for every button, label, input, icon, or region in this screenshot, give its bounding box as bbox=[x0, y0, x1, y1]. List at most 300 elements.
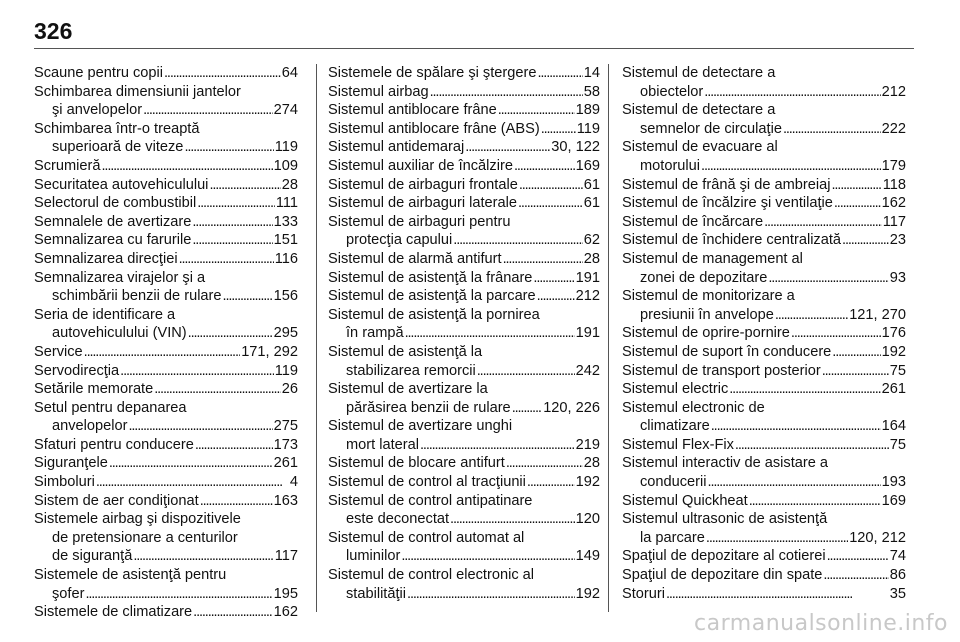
index-entry-continuation bbox=[622, 269, 906, 288]
index-term: Sistemul interactiv de asistare a bbox=[622, 455, 829, 472]
dot-leader bbox=[84, 343, 241, 362]
page-reference[interactable]: 176 bbox=[881, 325, 906, 342]
index-entry-line bbox=[34, 157, 298, 176]
index-entry-continuation bbox=[34, 287, 298, 306]
index-term: de siguranţă bbox=[52, 548, 133, 565]
index-term: Sistemul de control al tracţiunii bbox=[328, 474, 526, 491]
page-reference[interactable]: 212 bbox=[575, 288, 600, 305]
index-term: Simboluri bbox=[34, 474, 95, 491]
page-reference[interactable]: 275 bbox=[273, 418, 298, 435]
index-entry-line bbox=[328, 492, 600, 511]
index-entry bbox=[328, 454, 600, 473]
dot-leader bbox=[477, 362, 575, 381]
index-entry-line bbox=[34, 399, 298, 418]
index-entry bbox=[328, 213, 600, 250]
index-term: Sistemul de detectare a bbox=[622, 102, 776, 119]
page-reference[interactable]: 61 bbox=[583, 195, 600, 212]
index-entry-continuation bbox=[34, 101, 298, 120]
index-entry-line bbox=[34, 510, 298, 529]
dot-leader bbox=[704, 83, 880, 102]
index-entry bbox=[328, 101, 600, 120]
index-entry-continuation bbox=[328, 231, 600, 250]
index-entry bbox=[34, 64, 298, 83]
index-term: autovehiculului (VIN) bbox=[52, 325, 187, 342]
index-entry bbox=[34, 343, 298, 362]
page-reference[interactable]: 219 bbox=[575, 436, 600, 453]
index-entry bbox=[622, 362, 906, 381]
page-reference[interactable]: 120 bbox=[575, 511, 600, 528]
index-entry-continuation bbox=[34, 138, 298, 157]
index-entry bbox=[34, 436, 298, 455]
index-term: Sistemul de suport în conducere bbox=[622, 343, 832, 360]
index-entry-line bbox=[328, 213, 600, 232]
index-term: obiectelor bbox=[640, 83, 704, 100]
dot-leader bbox=[711, 417, 881, 436]
index-term: motorului bbox=[640, 157, 701, 174]
index-entry-line bbox=[328, 83, 600, 102]
index-term: Sistemul de avertizare la bbox=[328, 381, 488, 398]
index-term: Spaţiul de depozitare din spate bbox=[622, 567, 823, 584]
index-entry bbox=[34, 566, 298, 603]
dot-leader bbox=[775, 306, 848, 325]
index-term: schimbării benzii de rulare bbox=[52, 288, 222, 305]
dot-leader bbox=[832, 343, 880, 362]
index-entry bbox=[34, 362, 298, 381]
dot-leader bbox=[120, 362, 274, 381]
index-entry-continuation bbox=[328, 547, 600, 566]
index-term: presiunii în anvelope bbox=[640, 306, 774, 323]
index-entry bbox=[34, 176, 298, 195]
index-term: Sistemul de închidere centralizată bbox=[622, 232, 842, 249]
index-entry-line bbox=[622, 399, 906, 418]
watermark: carmanualsonline.info bbox=[694, 611, 948, 636]
dot-leader bbox=[192, 231, 272, 250]
index-entry-continuation bbox=[328, 399, 600, 418]
index-term: Sistemul airbag bbox=[328, 83, 429, 100]
page-reference[interactable]: 274 bbox=[273, 102, 298, 119]
page-reference[interactable]: 133 bbox=[273, 213, 298, 230]
index-entry-line bbox=[328, 287, 600, 306]
index-entry-line bbox=[34, 362, 298, 381]
dot-leader bbox=[537, 64, 582, 83]
dot-leader bbox=[768, 269, 888, 288]
page-reference[interactable]: 261 bbox=[273, 455, 298, 472]
page-reference[interactable]: 109 bbox=[273, 157, 298, 174]
index-entry-line bbox=[622, 510, 906, 529]
page-reference[interactable]: 14 bbox=[583, 65, 600, 81]
page-reference[interactable]: 295 bbox=[273, 325, 298, 342]
index-entry-continuation bbox=[34, 585, 298, 604]
index-entry-line bbox=[34, 343, 298, 362]
index-entry-line bbox=[622, 213, 906, 232]
index-term: anvelopelor bbox=[52, 418, 128, 435]
page-reference[interactable]: 23 bbox=[889, 232, 906, 249]
page-reference[interactable]: 151 bbox=[273, 232, 298, 249]
index-entry-continuation bbox=[34, 417, 298, 436]
column-divider bbox=[316, 64, 317, 612]
page-reference[interactable]: 120, 212 bbox=[849, 529, 906, 546]
index-entry-line bbox=[34, 194, 298, 213]
index-term: Sistemul de control electronic al bbox=[328, 567, 535, 584]
index-entry-line bbox=[328, 176, 600, 195]
index-term: Scrumieră bbox=[34, 157, 101, 174]
dot-leader bbox=[420, 436, 575, 455]
page-reference[interactable]: 189 bbox=[575, 102, 600, 119]
index-term: stabilizarea remorcii bbox=[346, 362, 476, 379]
dot-leader bbox=[209, 176, 280, 195]
index-entry-line bbox=[622, 547, 906, 566]
page-reference[interactable]: 26 bbox=[281, 381, 298, 398]
index-entry-continuation bbox=[622, 306, 906, 325]
index-term: Sistemul antiblocare frâne bbox=[328, 102, 497, 119]
index-term: Sistemul de transport posterior bbox=[622, 362, 821, 379]
index-entry bbox=[622, 101, 906, 138]
page-reference[interactable]: 28 bbox=[583, 250, 600, 267]
page-reference[interactable]: 86 bbox=[889, 567, 906, 584]
index-term: protecţia capului bbox=[346, 232, 453, 249]
index-entry-line bbox=[328, 64, 600, 83]
dot-leader bbox=[506, 454, 583, 473]
index-term: Sistemul de alarmă antifurt bbox=[328, 250, 502, 267]
index-entry-line bbox=[622, 436, 906, 455]
page-reference[interactable]: 119 bbox=[274, 139, 298, 156]
page-reference[interactable]: 119 bbox=[274, 362, 298, 379]
index-entry-line bbox=[34, 306, 298, 325]
index-term: în rampă bbox=[346, 325, 404, 342]
index-entry-line bbox=[34, 120, 298, 139]
index-term: Semnalizarea virajelor şi a bbox=[34, 269, 206, 286]
index-entry bbox=[622, 194, 906, 213]
dot-leader bbox=[109, 454, 273, 473]
index-entry-line bbox=[622, 231, 906, 250]
dot-leader bbox=[729, 380, 880, 399]
dot-leader bbox=[223, 287, 273, 306]
index-entry-line bbox=[622, 362, 906, 381]
index-entry bbox=[622, 380, 906, 399]
index-entry-line bbox=[328, 306, 600, 325]
index-entry-continuation bbox=[622, 473, 906, 492]
index-entry bbox=[622, 547, 906, 566]
index-entry-line bbox=[328, 101, 600, 120]
index-entry bbox=[328, 157, 600, 176]
index-entry bbox=[328, 473, 600, 492]
dot-leader bbox=[96, 473, 289, 492]
index-entry bbox=[34, 510, 298, 566]
page-reference[interactable]: 75 bbox=[889, 436, 906, 453]
page-reference[interactable]: 261 bbox=[881, 381, 906, 398]
index-entry bbox=[328, 492, 600, 529]
index-term: Siguranţele bbox=[34, 455, 108, 472]
index-entry bbox=[622, 343, 906, 362]
index-term: Sistemul electronic de bbox=[622, 399, 765, 416]
page-reference[interactable]: 35 bbox=[889, 585, 906, 602]
dot-leader bbox=[519, 176, 583, 195]
index-entry-continuation bbox=[328, 585, 600, 604]
dot-leader bbox=[827, 547, 889, 566]
index-term: Spaţiul de depozitare al cotierei bbox=[622, 548, 826, 565]
index-entry-line bbox=[622, 492, 906, 511]
page-reference[interactable]: 191 bbox=[575, 269, 600, 286]
index-entry-line bbox=[328, 138, 600, 157]
page-reference[interactable]: 58 bbox=[583, 83, 600, 100]
page-reference[interactable]: 192 bbox=[575, 474, 600, 491]
index-entry-line bbox=[622, 287, 906, 306]
dot-leader bbox=[842, 231, 889, 250]
dot-leader bbox=[143, 101, 273, 120]
index-entry-line bbox=[34, 380, 298, 399]
index-term: luminilor bbox=[346, 548, 401, 565]
index-entry-line bbox=[328, 343, 600, 362]
index-entry-line bbox=[328, 194, 600, 213]
index-entry-continuation bbox=[622, 529, 906, 548]
index-entry bbox=[622, 510, 906, 547]
index-entry-line bbox=[34, 566, 298, 585]
page-reference[interactable]: 74 bbox=[889, 548, 906, 565]
index-entry bbox=[328, 287, 600, 306]
index-entry-continuation bbox=[328, 362, 600, 381]
dot-leader bbox=[834, 194, 881, 213]
dot-leader bbox=[749, 492, 881, 511]
page-reference[interactable]: 64 bbox=[281, 65, 298, 81]
index-term: Sistemul de oprire-pornire bbox=[622, 325, 790, 342]
dot-leader bbox=[453, 231, 582, 250]
index-term: Sistemul de blocare antifurt bbox=[328, 455, 505, 472]
index-entry-line bbox=[34, 83, 298, 102]
index-entry-line bbox=[328, 157, 600, 176]
index-entry bbox=[328, 138, 600, 157]
index-entry bbox=[34, 120, 298, 157]
index-term: Sistemul de încălzire şi ventilaţie bbox=[622, 195, 833, 212]
page-reference[interactable]: 192 bbox=[881, 343, 906, 360]
page-reference[interactable]: 212 bbox=[881, 83, 906, 100]
dot-leader bbox=[533, 269, 574, 288]
index-term: Sistemul de detectare a bbox=[622, 65, 776, 81]
page-reference[interactable]: 4 bbox=[289, 474, 298, 491]
index-entry bbox=[34, 194, 298, 213]
index-term: Sistemul de monitorizare a bbox=[622, 288, 795, 305]
dot-leader bbox=[537, 287, 575, 306]
page-reference[interactable]: 179 bbox=[881, 157, 906, 174]
index-entry bbox=[34, 213, 298, 232]
page-reference[interactable]: 192 bbox=[575, 585, 600, 602]
index-term: Sistemul de airbaguri frontale bbox=[328, 176, 518, 193]
dot-leader bbox=[200, 492, 273, 511]
index-term: Sistemul electric bbox=[622, 381, 729, 398]
index-entry bbox=[622, 566, 906, 585]
dot-leader bbox=[791, 324, 881, 343]
dot-leader bbox=[401, 547, 574, 566]
index-term: de pretensionare a centurilor bbox=[52, 529, 238, 546]
page-reference[interactable]: 30, 122 bbox=[551, 139, 600, 156]
index-term: climatizare bbox=[640, 418, 710, 435]
index-term: semnelor de circulaţie bbox=[640, 120, 782, 137]
page-reference[interactable]: 162 bbox=[273, 604, 298, 621]
page-reference[interactable]: 173 bbox=[273, 436, 298, 453]
index-entry bbox=[622, 287, 906, 324]
dot-leader bbox=[541, 120, 576, 139]
index-term: şofer bbox=[52, 585, 85, 602]
page-reference[interactable]: 191 bbox=[575, 325, 600, 342]
dot-leader bbox=[195, 436, 273, 455]
page-reference[interactable]: 171, 292 bbox=[241, 343, 298, 360]
column-divider bbox=[608, 64, 609, 612]
page-reference[interactable]: 62 bbox=[583, 232, 600, 249]
index-term: Service bbox=[34, 343, 83, 360]
index-term: Selectorul de combustibil bbox=[34, 195, 197, 212]
index-term: Sistemul de airbaguri pentru bbox=[328, 213, 511, 230]
index-entry-line bbox=[328, 529, 600, 548]
dot-leader bbox=[450, 510, 575, 529]
page-reference[interactable]: 28 bbox=[583, 455, 600, 472]
page-reference[interactable]: 193 bbox=[881, 474, 906, 491]
index-entry-line bbox=[328, 269, 600, 288]
index-entry-continuation bbox=[328, 324, 600, 343]
index-entry bbox=[328, 250, 600, 269]
index-entry bbox=[34, 231, 298, 250]
index-entry-continuation bbox=[34, 324, 298, 343]
dot-leader bbox=[503, 250, 583, 269]
dot-leader bbox=[193, 603, 272, 622]
page-reference[interactable]: 119 bbox=[576, 120, 600, 137]
index-entry bbox=[328, 417, 600, 454]
index-term: Setările memorate bbox=[34, 381, 154, 398]
dot-leader bbox=[85, 585, 272, 604]
page-reference[interactable]: 121, 270 bbox=[849, 306, 906, 323]
page-reference[interactable]: 111 bbox=[275, 195, 298, 212]
index-term: părăsirea benzii de rulare bbox=[346, 399, 511, 416]
page-reference[interactable]: 120, 226 bbox=[543, 399, 600, 416]
index-entry-continuation bbox=[34, 529, 298, 548]
index-entry-line bbox=[622, 324, 906, 343]
index-entry bbox=[328, 566, 600, 603]
index-entry-line bbox=[622, 101, 906, 120]
index-term: Sistemele de climatizare bbox=[34, 604, 193, 621]
index-term: Sistemul de evacuare al bbox=[622, 139, 778, 156]
index-entry-line bbox=[622, 194, 906, 213]
dot-leader bbox=[154, 380, 281, 399]
dot-leader bbox=[518, 194, 583, 213]
index-entry-line bbox=[622, 566, 906, 585]
dot-leader bbox=[823, 566, 888, 585]
page-reference[interactable]: 195 bbox=[273, 585, 298, 602]
dot-leader bbox=[430, 83, 583, 102]
index-entry-continuation bbox=[622, 83, 906, 102]
index-entry-line bbox=[328, 250, 600, 269]
index-entry bbox=[622, 492, 906, 511]
index-column-3 bbox=[622, 64, 914, 612]
index-term: Semnalele de avertizare bbox=[34, 213, 192, 230]
index-entry-line bbox=[622, 138, 906, 157]
index-entry-line bbox=[328, 566, 600, 585]
index-term: Schimbarea într-o treaptă bbox=[34, 120, 200, 137]
page-reference[interactable]: 93 bbox=[889, 269, 906, 286]
page-reference[interactable]: 169 bbox=[575, 157, 600, 174]
index-term: Scaune pentru copii bbox=[34, 65, 163, 81]
index-term: conducerii bbox=[640, 474, 707, 491]
page-reference[interactable]: 222 bbox=[881, 120, 906, 137]
dot-leader bbox=[498, 101, 575, 120]
index-entry-line bbox=[328, 473, 600, 492]
dot-leader bbox=[192, 213, 272, 232]
page-reference[interactable]: 61 bbox=[583, 176, 600, 193]
index-entry-line bbox=[34, 492, 298, 511]
index-entry-continuation bbox=[328, 436, 600, 455]
index-term: Sistemele de spălare şi ştergere bbox=[328, 65, 537, 81]
page-reference[interactable]: 163 bbox=[273, 492, 298, 509]
page-reference[interactable]: 75 bbox=[889, 362, 906, 379]
index-entry-continuation bbox=[622, 417, 906, 436]
index-entry bbox=[622, 250, 906, 287]
page-reference[interactable]: 118 bbox=[882, 176, 906, 193]
page-reference[interactable]: 156 bbox=[273, 288, 298, 305]
index-entry-line bbox=[622, 343, 906, 362]
index-entry bbox=[328, 120, 600, 139]
dot-leader bbox=[666, 585, 889, 604]
index-term: Sistemul de asistenţă la pornirea bbox=[328, 306, 540, 323]
index-term: stabilităţii bbox=[346, 585, 407, 602]
index-term: Sistemul ultrasonic de asistenţă bbox=[622, 511, 828, 528]
index-entry bbox=[34, 399, 298, 436]
page-reference[interactable]: 164 bbox=[881, 418, 906, 435]
dot-leader bbox=[164, 64, 281, 83]
dot-leader bbox=[133, 547, 273, 566]
page-reference[interactable]: 116 bbox=[274, 250, 298, 267]
index-entry-line bbox=[328, 120, 600, 139]
index-entry-line bbox=[328, 380, 600, 399]
dot-leader bbox=[708, 473, 881, 492]
index-term: Setul pentru depanarea bbox=[34, 399, 187, 416]
index-entry-line bbox=[622, 454, 906, 473]
index-term: Sistem de aer condiţionat bbox=[34, 492, 199, 509]
index-entry bbox=[622, 64, 906, 101]
index-term: Sistemul de încărcare bbox=[622, 213, 764, 230]
page-reference[interactable]: 242 bbox=[575, 362, 600, 379]
index-term: Schimbarea dimensiunii jantelor bbox=[34, 83, 241, 100]
index-entry-line bbox=[34, 64, 298, 83]
index-term: Sistemul de airbaguri laterale bbox=[328, 195, 518, 212]
index-entry-continuation bbox=[622, 120, 906, 139]
page-reference[interactable]: 117 bbox=[882, 213, 906, 230]
page-reference[interactable]: 169 bbox=[881, 492, 906, 509]
index-entry bbox=[328, 269, 600, 288]
page-reference[interactable]: 162 bbox=[881, 195, 906, 212]
index-entry bbox=[622, 176, 906, 195]
dot-leader bbox=[764, 213, 882, 232]
page-reference[interactable]: 28 bbox=[281, 176, 298, 193]
index-entry-line bbox=[34, 436, 298, 455]
index-term: Sfaturi pentru conducere bbox=[34, 436, 194, 453]
dot-leader bbox=[527, 473, 575, 492]
index-entry bbox=[34, 603, 298, 622]
index-term: la parcare bbox=[640, 529, 705, 546]
page-reference[interactable]: 149 bbox=[575, 548, 600, 565]
index-term: Sistemul de asistenţă la frânare bbox=[328, 269, 533, 286]
index-entry bbox=[34, 250, 298, 269]
index-entry bbox=[328, 176, 600, 195]
index-term: superioară de viteze bbox=[52, 139, 184, 156]
index-term: Seria de identificare a bbox=[34, 306, 176, 323]
index-term: Sistemul de frână şi de ambreiaj bbox=[622, 176, 831, 193]
index-entry-line bbox=[622, 176, 906, 195]
page-reference[interactable]: 117 bbox=[274, 548, 298, 565]
index-entry-line bbox=[328, 417, 600, 436]
index-entry-continuation bbox=[34, 547, 298, 566]
index-entry-line bbox=[34, 213, 298, 232]
dot-leader bbox=[706, 529, 848, 548]
dot-leader bbox=[197, 194, 275, 213]
index-entry bbox=[34, 380, 298, 399]
index-entry bbox=[34, 157, 298, 176]
